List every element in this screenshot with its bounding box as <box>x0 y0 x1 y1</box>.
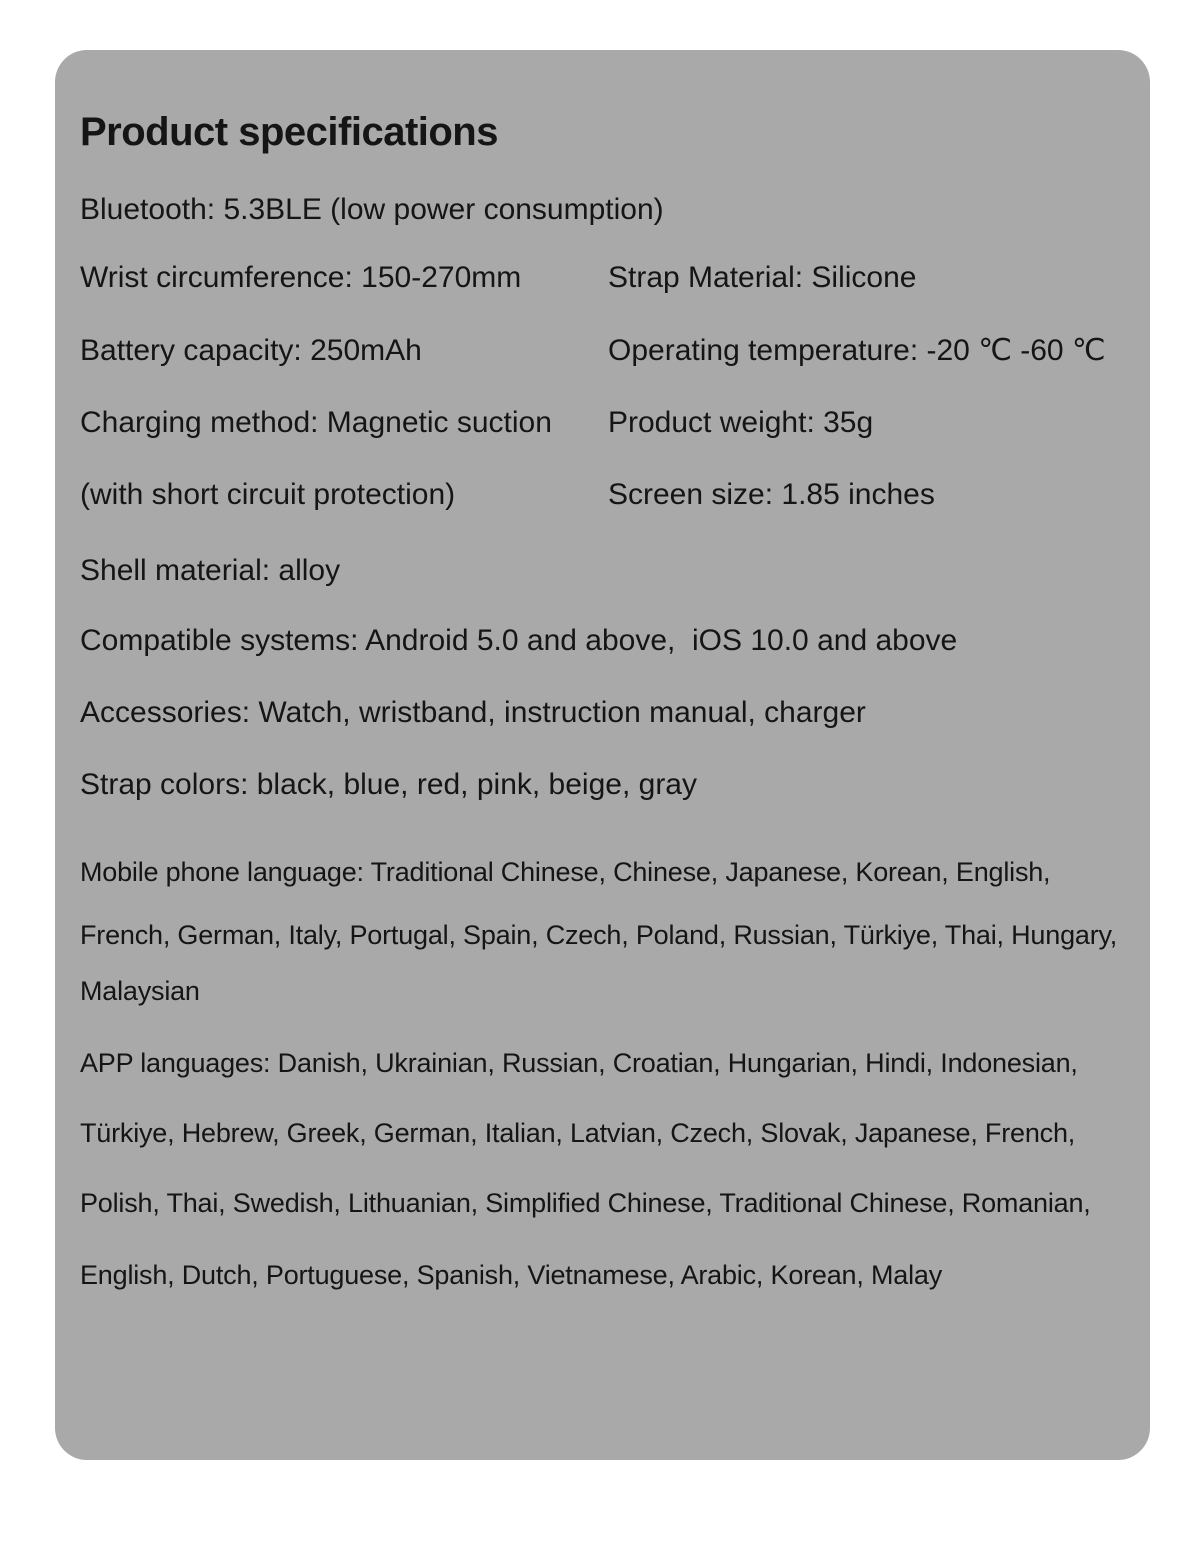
spec-mobile-language-line: Malaysian <box>80 976 200 1006</box>
spec-strap-colors: Strap colors: black, blue, red, pink, beige, gray <box>80 768 697 801</box>
spec-short-circuit-note: (with short circuit protection) <box>80 478 456 511</box>
spec-wrist-circumference: Wrist circumference: 150-270mm <box>80 261 522 294</box>
spec-app-language-line: Türkiye, Hebrew, Greek, German, Italian, Latvian, Czech, Slovak, Japanese, French, <box>80 1118 1076 1148</box>
spec-mobile-language-line: Mobile phone language: Traditional Chinese, Chinese, Japanese, Korean, English, <box>80 857 1051 887</box>
spec-app-language-line: English, Dutch, Portuguese, Spanish, Vietnamese, Arabic, Korean, Malay <box>80 1260 942 1290</box>
spec-operating-temperature: Operating temperature: -20 ℃ -60 ℃ <box>608 334 1106 367</box>
spec-accessories: Accessories: Watch, wristband, instruction manual, charger <box>80 696 866 729</box>
page-title: Product specifications <box>80 110 498 154</box>
spec-battery-capacity: Battery capacity: 250mAh <box>80 334 422 367</box>
spec-mobile-language-line: French, German, Italy, Portugal, Spain, Czech, Poland, Russian, Türkiye, Thai, Hungary, <box>80 920 1118 950</box>
spec-app-language-line: APP languages: Danish, Ukrainian, Russian, Croatian, Hungarian, Hindi, Indonesian, <box>80 1048 1078 1078</box>
spec-app-language-line: Polish, Thai, Swedish, Lithuanian, Simplified Chinese, Traditional Chinese, Romanian, <box>80 1188 1091 1218</box>
spec-shell-material: Shell material: alloy <box>80 554 341 587</box>
spec-bluetooth: Bluetooth: 5.3BLE (low power consumption) <box>80 193 664 226</box>
spec-screen-size: Screen size: 1.85 inches <box>608 478 935 511</box>
spec-strap-material: Strap Material: Silicone <box>608 261 917 294</box>
spec-compatible-systems: Compatible systems: Android 5.0 and above, iOS 10.0 and above <box>80 624 958 657</box>
spec-product-weight: Product weight: 35g <box>608 406 874 439</box>
spec-charging-method: Charging method: Magnetic suction <box>80 406 552 439</box>
product-specs-card <box>55 50 1150 1460</box>
